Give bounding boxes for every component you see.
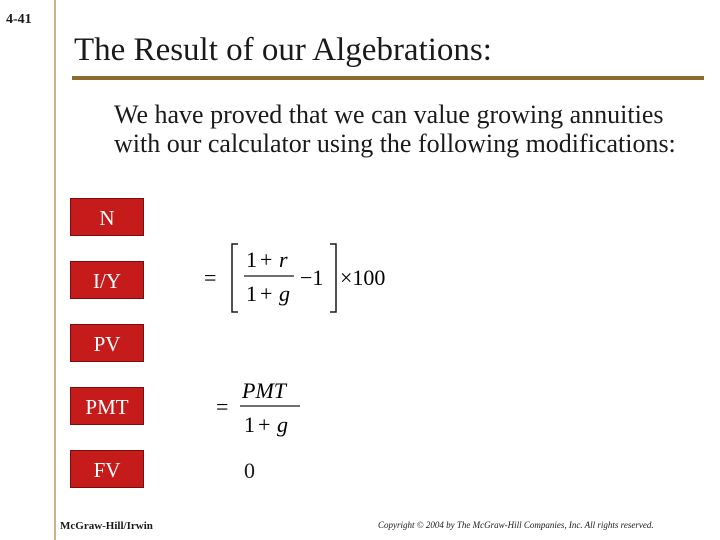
iy-times-100: ×100	[340, 265, 386, 290]
key-iy: I/Y	[70, 261, 144, 299]
pmt-numerator: PMT	[242, 378, 286, 403]
side-divider	[54, 0, 56, 540]
body-text: We have proved that we can value growing annuities with our calculator using the following modifications:	[114, 100, 676, 158]
iy-den-plus: +	[260, 281, 273, 306]
pmt-formula	[210, 374, 320, 444]
slide-number: 4-41	[6, 12, 32, 27]
pmt-den-plus: +	[258, 412, 271, 437]
key-pv: PV	[70, 324, 144, 362]
iy-num-var: r	[279, 247, 288, 272]
key-n: N	[70, 198, 144, 236]
copyright-footer: Copyright © 2004 by The McGraw-Hill Companies, Inc. All rights reserved.	[378, 520, 654, 530]
iy-minus-one: −1	[300, 265, 324, 290]
fv-value: 0	[244, 458, 255, 483]
pmt-equals: =	[216, 394, 229, 419]
iy-right-bracket	[330, 244, 336, 312]
slide-title: The Result of our Algebrations:	[74, 32, 492, 68]
iy-num-one: 1	[246, 247, 257, 272]
publisher-footer: McGraw-Hill/Irwin	[60, 520, 153, 532]
iy-den-one: 1	[246, 281, 257, 306]
iy-left-bracket	[232, 244, 238, 312]
pmt-den-one: 1	[244, 412, 255, 437]
key-fv: FV	[70, 450, 144, 488]
key-pmt: PMT	[70, 387, 144, 425]
iy-num-plus: +	[260, 247, 273, 272]
title-underline	[72, 76, 704, 80]
iy-formula	[200, 238, 400, 318]
iy-equals: =	[204, 265, 217, 290]
iy-den-var: g	[279, 281, 290, 306]
pmt-den-var: g	[277, 412, 288, 437]
